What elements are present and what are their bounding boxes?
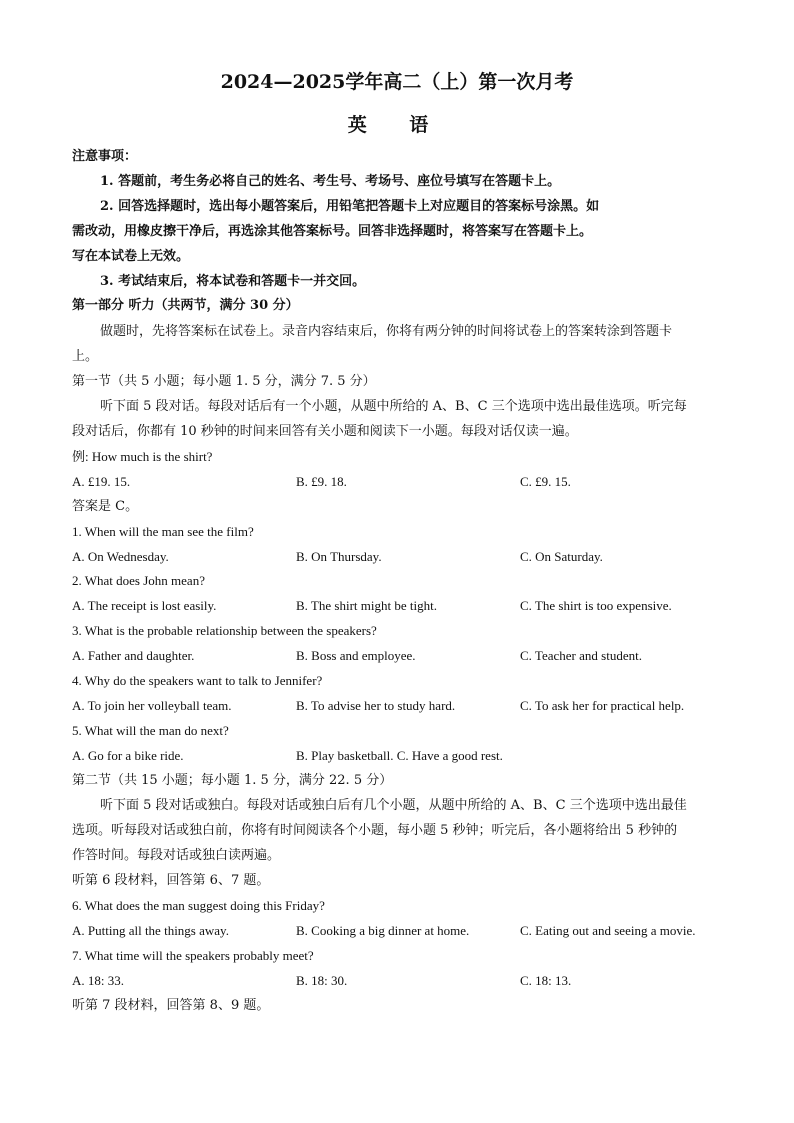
question-7-option-c: C. 18: 13.: [520, 973, 572, 988]
section1-instructions: 听下面 5 段对话。每段对话后有一个小题，从题中所给的 A、B、C 三个选项中选出最佳选项。听完每: [100, 399, 687, 414]
example-option-a: A. £19. 15.: [72, 474, 131, 489]
question-5-option-bc: B. Play basketball. C. Have a good rest.: [296, 748, 503, 763]
section1-heading: 第一节（共 5 小题；每小题 1. 5 分，满分 7. 5 分）: [72, 374, 376, 389]
question-3: 3. What is the probable relationship between the speakers?: [72, 623, 377, 638]
example-question: 例: How much is the shirt?: [72, 449, 213, 464]
question-1-option-a: A. On Wednesday.: [72, 549, 169, 564]
subject-title: 英 语: [347, 114, 447, 136]
notice-item-2-cont2: 写在本试卷上无效。: [72, 249, 190, 264]
example-option-c: C. £9. 15.: [520, 474, 571, 489]
question-1: 1. When will the man see the film?: [72, 524, 254, 539]
question-1-option-b: B. On Thursday.: [296, 549, 382, 564]
exam-title: 2024—2025学年高二（上）第一次月考: [220, 71, 574, 93]
part1-heading: 第一部分 听力（共两节，满分 30 分）: [72, 298, 299, 313]
question-3-option-b: B. Boss and employee.: [296, 648, 416, 663]
question-2: 2. What does John mean?: [72, 573, 205, 588]
section1-instructions-cont: 段对话后，你都有 10 秒钟的时间来回答有关小题和阅读下一小题。每段对话仅读一遍。: [72, 424, 578, 439]
question-5-option-a: A. Go for a bike ride.: [72, 748, 184, 763]
material-7-label: 听第 7 段材料，回答第 8、9 题。: [72, 998, 270, 1013]
part1-intro-cont: 上。: [72, 349, 99, 364]
section2-heading: 第二节（共 15 小题；每小题 1. 5 分，满分 22. 5 分）: [72, 773, 393, 788]
example-answer: 答案是 C。: [72, 499, 139, 514]
material-6-label: 听第 6 段材料，回答第 6、7 题。: [72, 873, 270, 888]
question-1-option-c: C. On Saturday.: [520, 549, 603, 564]
question-6: 6. What does the man suggest doing this Friday?: [72, 898, 325, 913]
question-3-option-a: A. Father and daughter.: [72, 648, 195, 663]
section2-instructions-cont2: 作答时间。每段对话或独白读两遍。: [72, 848, 281, 863]
question-7: 7. What time will the speakers probably meet?: [72, 948, 314, 963]
question-6-option-a: A. Putting all the things away.: [72, 923, 229, 938]
question-2-option-a: A. The receipt is lost easily.: [72, 598, 217, 613]
notice-item-1: 1. 答题前，考生务必将自己的姓名、考生号、考场号、座位号填写在答题卡上。: [100, 174, 561, 189]
question-2-option-b: B. The shirt might be tight.: [296, 598, 437, 613]
question-2-option-c: C. The shirt is too expensive.: [520, 598, 672, 613]
question-5: 5. What will the man do next?: [72, 723, 229, 738]
notice-heading: 注意事项：: [72, 149, 138, 164]
question-7-option-a: A. 18: 33.: [72, 973, 124, 988]
section2-instructions: 听下面 5 段对话或独白。每段对话或独白后有几个小题，从题中所给的 A、B、C 三个选项中选出最佳: [100, 798, 687, 813]
question-4-option-c: C. To ask her for practical help.: [520, 698, 685, 713]
part1-intro: 做题时，先将答案标在试卷上。录音内容结束后，你将有两分钟的时间将试卷上的答案转涂到答题卡: [100, 324, 673, 339]
notice-item-2: 2. 回答选择题时，选出每小题答案后，用铅笔把答题卡上对应题目的答案标号涂黑。如: [100, 199, 600, 214]
question-4-option-a: A. To join her volleyball team.: [72, 698, 232, 713]
question-7-option-b: B. 18: 30.: [296, 973, 348, 988]
notice-item-3: 3. 考试结束后，将本试卷和答题卡一并交回。: [100, 274, 366, 289]
question-4: 4. Why do the speakers want to talk to Jennifer?: [72, 673, 323, 688]
section2-instructions-cont: 选项。听每段对话或独白前，你将有时间阅读各个小题，每小题 5 秒钟；听完后，各小题将给出 5 秒钟的: [72, 823, 678, 838]
question-3-option-c: C. Teacher and student.: [520, 648, 642, 663]
example-option-b: B. £9. 18.: [296, 474, 347, 489]
question-4-option-b: B. To advise her to study hard.: [296, 698, 456, 713]
question-6-option-c: C. Eating out and seeing a movie.: [520, 923, 696, 938]
question-6-option-b: B. Cooking a big dinner at home.: [296, 923, 470, 938]
notice-item-2-cont: 需改动，用橡皮擦干净后，再选涂其他答案标号。回答非选择题时，将答案写在答题卡上。: [72, 224, 593, 239]
